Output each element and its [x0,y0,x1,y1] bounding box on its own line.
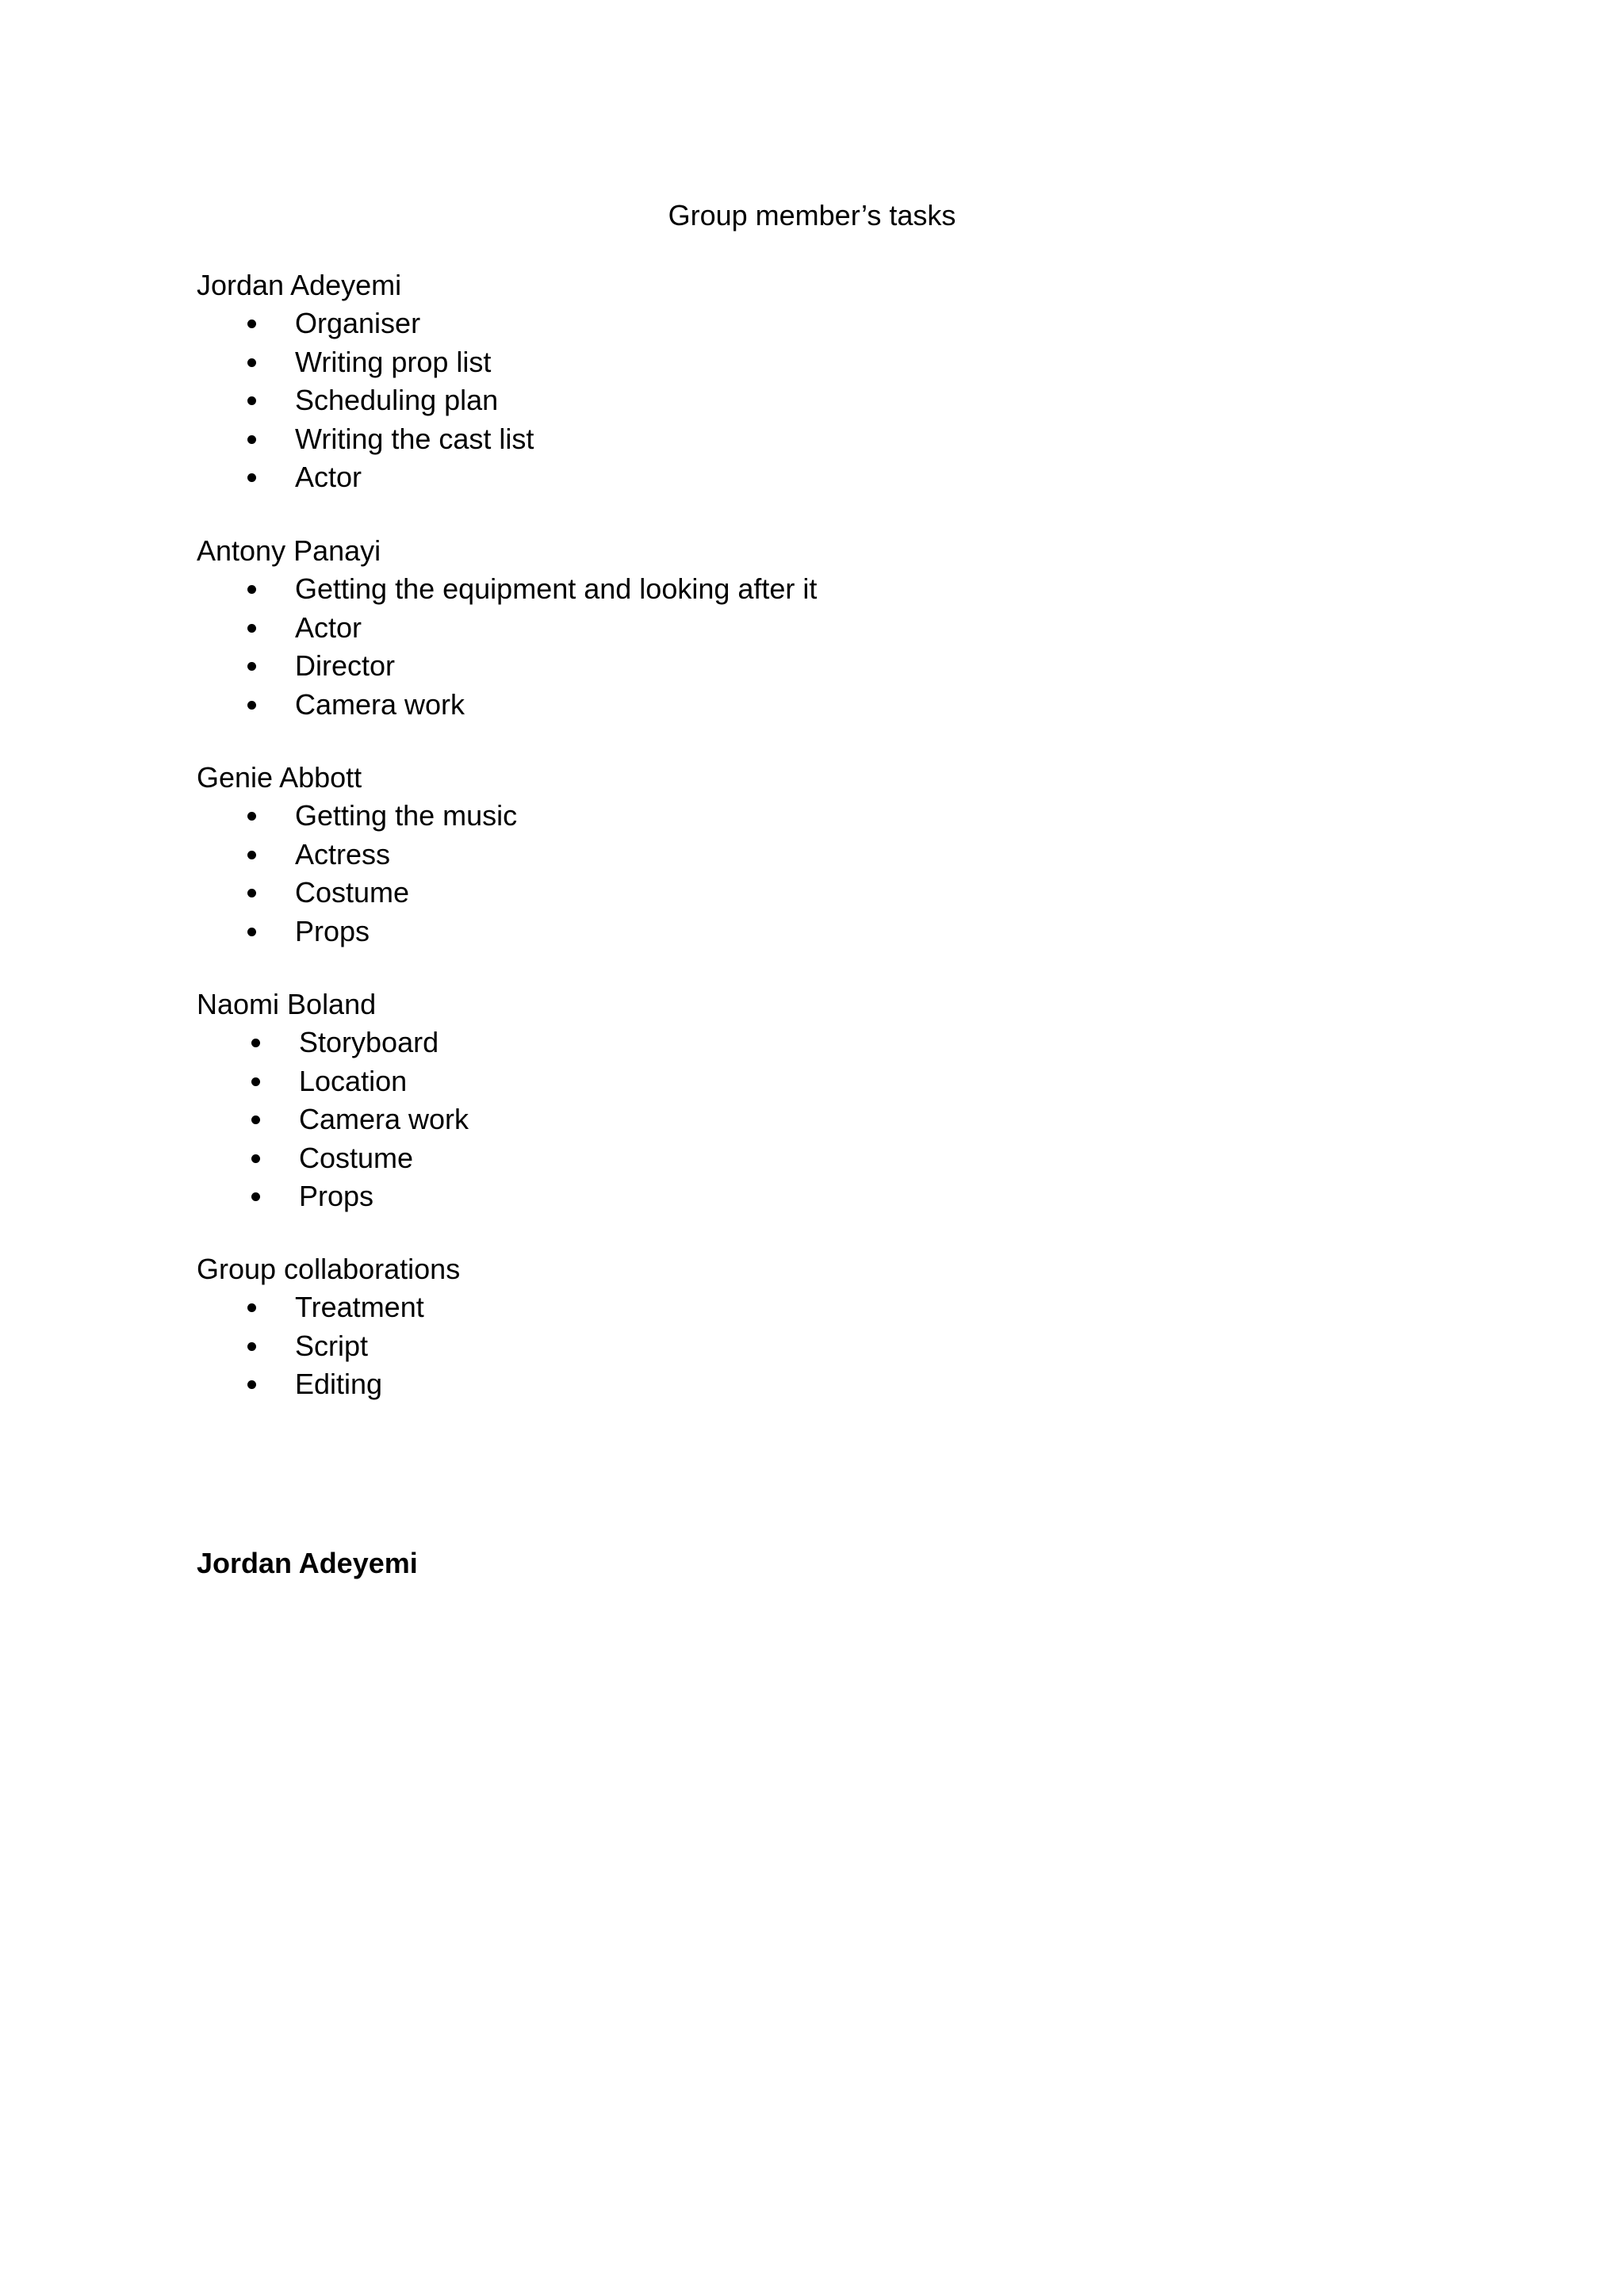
list-item [197,1327,1386,1366]
list-item [197,1024,1386,1062]
task-list [197,1024,1386,1216]
task-text: Actor [295,610,362,644]
list-item [197,874,1386,913]
bullet-icon [247,320,256,328]
bullet-icon [247,585,256,594]
task-text: Props [295,914,370,947]
bullet-icon [251,1077,260,1086]
section-heading: Group collaborations [197,1253,461,1285]
list-item [197,1288,1386,1327]
page-title: Group member’s tasks [668,199,956,232]
bullet-icon [247,701,256,710]
task-text: Costume [295,876,410,909]
section-jordan-adeyemi [197,266,1386,497]
bullet-icon [247,1303,256,1312]
list-item [197,1177,1386,1216]
section-heading: Jordan Adeyemi [197,269,402,301]
bullet-icon [251,1039,260,1047]
section-antony-panayi [197,532,1386,724]
bullet-icon [251,1192,260,1201]
task-text: Camera work [299,1103,469,1135]
bullet-icon [247,1380,256,1389]
bullet-icon [247,662,256,671]
list-item [197,420,1386,459]
task-text: Location [299,1064,408,1097]
list-item [197,647,1386,686]
list-item [197,570,1386,609]
bullet-icon [247,851,256,859]
task-text: Script [295,1329,369,1362]
list-item [197,1062,1386,1101]
task-list [197,797,1386,951]
task-text: Actor [295,461,362,493]
list-item [197,686,1386,725]
task-list [197,1288,1386,1404]
bullet-icon [247,889,256,897]
task-list [197,570,1386,724]
task-text: Getting the music [295,799,518,832]
task-text: Props [299,1180,374,1212]
bullet-icon [247,435,256,444]
task-text: Writing the cast list [295,422,534,455]
list-item [197,1365,1386,1404]
list-item [197,458,1386,497]
section-naomi-boland [197,985,1386,1216]
task-list [197,304,1386,497]
bullet-icon [247,396,256,405]
bullet-icon [251,1154,260,1163]
task-text: Writing prop list [295,345,492,378]
task-text: Costume [299,1141,414,1174]
task-text: Actress [295,837,391,871]
section-heading: Naomi Boland [197,988,377,1020]
list-item [197,343,1386,382]
task-text: Director [295,649,396,682]
task-text: Getting the equipment and looking after it [295,572,818,605]
signature-name: Jordan Adeyemi [197,1547,418,1579]
bullet-icon [247,1342,256,1351]
task-text: Scheduling plan [295,384,499,416]
section-genie-abbott [197,759,1386,951]
list-item [197,381,1386,420]
task-text: Organiser [295,307,421,339]
section-group-collaborations [197,1250,1386,1404]
bullet-icon [247,473,256,482]
list-item [197,836,1386,874]
bullet-icon [247,812,256,821]
list-item [197,304,1386,343]
bullet-icon [247,358,256,367]
list-item [197,609,1386,648]
list-item [197,1100,1386,1139]
list-item [197,1139,1386,1178]
task-text: Treatment [295,1291,424,1323]
task-text: Editing [295,1368,383,1400]
section-heading: Antony Panayi [197,534,381,567]
bullet-icon [247,928,256,936]
bullet-icon [251,1115,260,1124]
section-heading: Genie Abbott [197,761,362,794]
task-text: Storyboard [299,1026,439,1058]
task-text: Camera work [295,687,465,721]
list-item [197,913,1386,951]
list-item [197,797,1386,836]
bullet-icon [247,624,256,633]
